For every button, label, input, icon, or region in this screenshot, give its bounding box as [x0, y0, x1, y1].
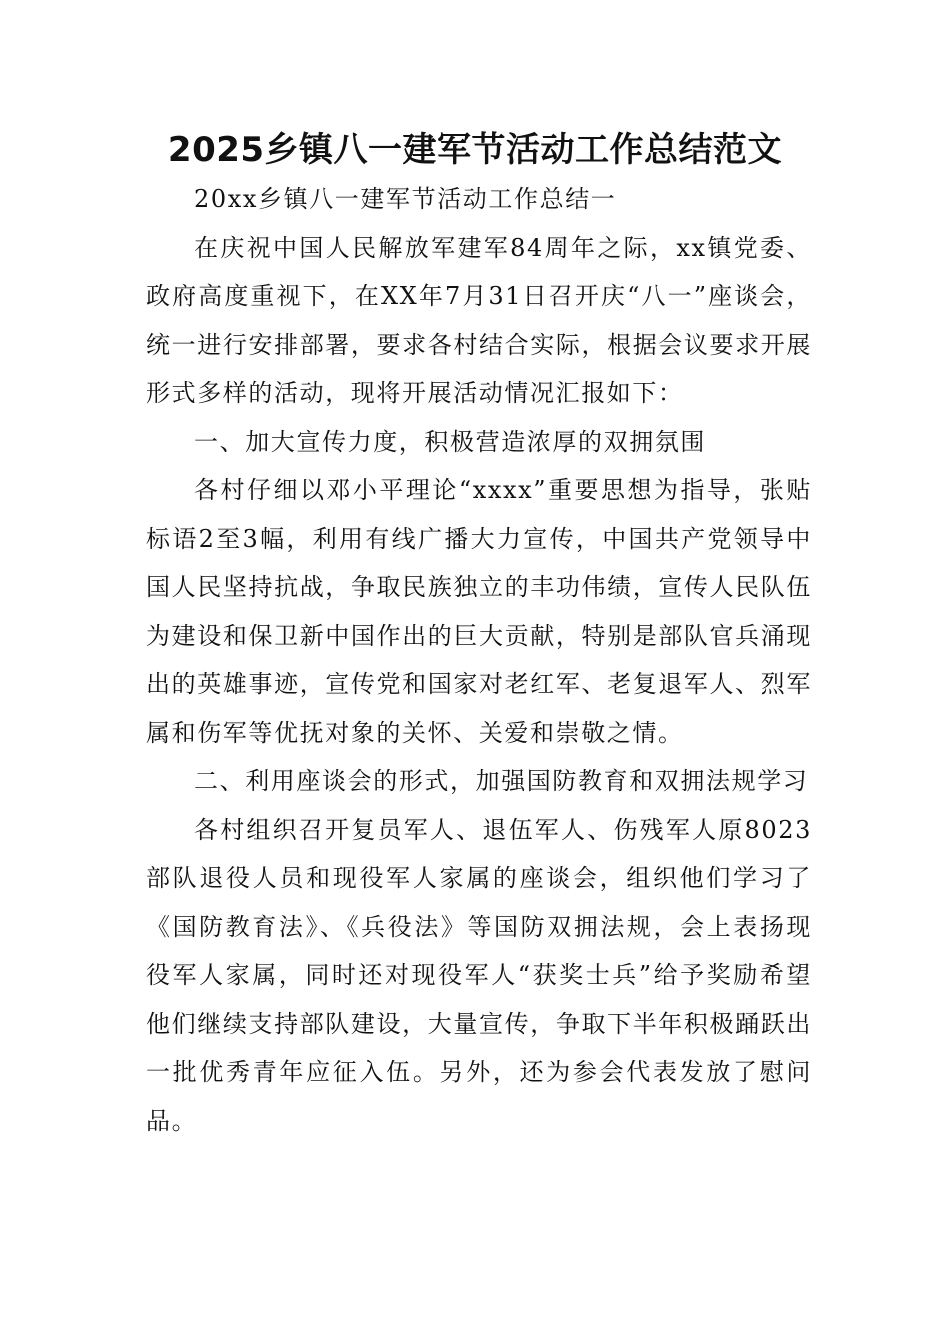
document-body [146, 175, 812, 1145]
section-paragraph-2: 各村组织召开复员军人、退伍军人、伤残军人原8023部队退役人员和现役军人家属的座谈会，组织他们学习了《国防教育法》、《兵役法》等国防双拥法规，会上表扬现役军人家属，同时还对现役军人“获奖士兵”给予奖励希望他们继续支持部队建设，大量宣传，争取下半年积极踊跃出一批优秀青年应征入伍。另外，还为参会代表发放了慰问品。 [146, 815, 812, 1135]
section-paragraph-1: 各村仔细以邓小平理论“xxxx”重要思想为指导，张贴标语2至3幅，利用有线广播大力宣传，中国共产党领导中国人民坚持抗战，争取民族独立的丰功伟绩，宣传人民队伍为建设和保卫新中国作出的巨大贡献，特别是部队官兵涌现出的英雄事迹，宣传党和国家对老红军、老复退军人、烈军属和伤军等优抚对象的关怀、关爱和崇敬之情。 [146, 476, 812, 747]
document-title: 2025乡镇八一建军节活动工作总结范文 [167, 130, 783, 170]
section-heading-1: 一、加大宣传力度，积极营造浓厚的双拥氛围 [194, 427, 706, 456]
section-subtitle: 20xx乡镇八一建军节活动工作总结一 [194, 185, 617, 213]
section-heading-2: 二、利用座谈会的形式，加强国防教育和双拥法规学习 [194, 767, 809, 795]
intro-paragraph: 在庆祝中国人民解放军建军84周年之际，xx镇党委、政府高度重视下，在XX年7月31日召开庆“八一”座谈会，统一进行安排部署，要求各村结合实际，根据会议要求开展形式多样的活动，现将开展活动情况汇报如下： [146, 233, 812, 407]
